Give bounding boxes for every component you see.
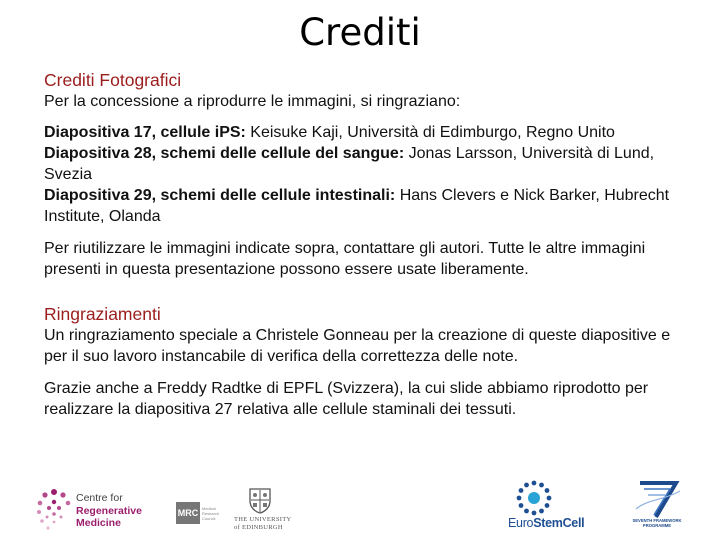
crm-logo xyxy=(32,476,182,540)
mrc-logo-side: Medical Research Council xyxy=(202,506,220,521)
photo-credits-intro: Per la concessione a riprodurre le immagini, si ringraziano: xyxy=(44,93,461,110)
credit-item xyxy=(44,143,694,185)
reuse-note: Per riutilizzare le immagini indicate sopra, contattare gli autori. Tutte le altre immagini presenti in questa presentazione possono essere usate liberamente. xyxy=(44,240,646,278)
eurostemcell-logo xyxy=(508,476,600,540)
edinburgh-logo xyxy=(180,476,300,540)
acknowledgements-heading: Ringraziamenti xyxy=(44,304,161,324)
crm-dots-icon xyxy=(34,486,74,542)
fp7-logo-line: SEVENTH FRAMEWORK xyxy=(632,518,682,523)
fp7-seven-icon xyxy=(632,479,684,519)
photo-credits-heading: Crediti Fotografici xyxy=(44,70,182,90)
credit-item-text: Keisuke Kaji, Università di Edimburgo, Regno Unito xyxy=(245,124,615,141)
slide-title: Crediti xyxy=(299,11,421,54)
edinburgh-crest-icon xyxy=(249,488,271,514)
credit-item-text: Hans Clevers e Nick Barker, Hubrecht Institute, Olanda xyxy=(44,187,670,225)
acknowledgement-paragraph: Un ringraziamento speciale a Christele Gonneau per la creazione di queste diapositive e per il suo lavoro instancabile di verifica della correttezza delle note. xyxy=(44,327,671,365)
crm-logo-line: Medicine xyxy=(76,517,121,529)
credit-item-label: Diapositiva 28, schemi delle cellule del sangue: xyxy=(44,145,405,162)
edinburgh-logo-line: THE UNIVERSITY xyxy=(234,516,292,523)
credit-item-label: Diapositiva 17, cellule iPS: xyxy=(44,124,246,141)
credit-item xyxy=(44,185,694,227)
fp7-logo-line: PROGRAMME xyxy=(642,523,672,528)
logo-strip xyxy=(0,476,720,540)
mrc-logo-mark: MRC xyxy=(176,502,200,524)
eurostemcell-logo-part: Euro xyxy=(508,516,534,530)
crm-logo-line: Centre for xyxy=(76,492,123,504)
eurostemcell-ring-icon xyxy=(516,480,552,516)
credit-item-label: Diapositiva 29, schemi delle cellule intestinali: xyxy=(44,187,396,204)
slide-body xyxy=(44,70,694,420)
credit-item-text: Jonas Larsson, Università di Lund, Svezia xyxy=(44,145,655,183)
eurostemcell-logo-part: StemCell xyxy=(533,516,585,530)
credit-item xyxy=(44,122,694,143)
acknowledgement-paragraph: Grazie anche a Freddy Radtke di EPFL (Svizzera), la cui slide abbiamo riprodotto per realizzare la diapositiva 27 relativa alle cellule staminali dei tessuti. xyxy=(44,380,649,418)
crm-logo-line: Regenerative xyxy=(76,504,142,517)
edinburgh-logo-line: of EDINBURGH xyxy=(234,524,283,531)
fp7-logo xyxy=(624,476,694,540)
